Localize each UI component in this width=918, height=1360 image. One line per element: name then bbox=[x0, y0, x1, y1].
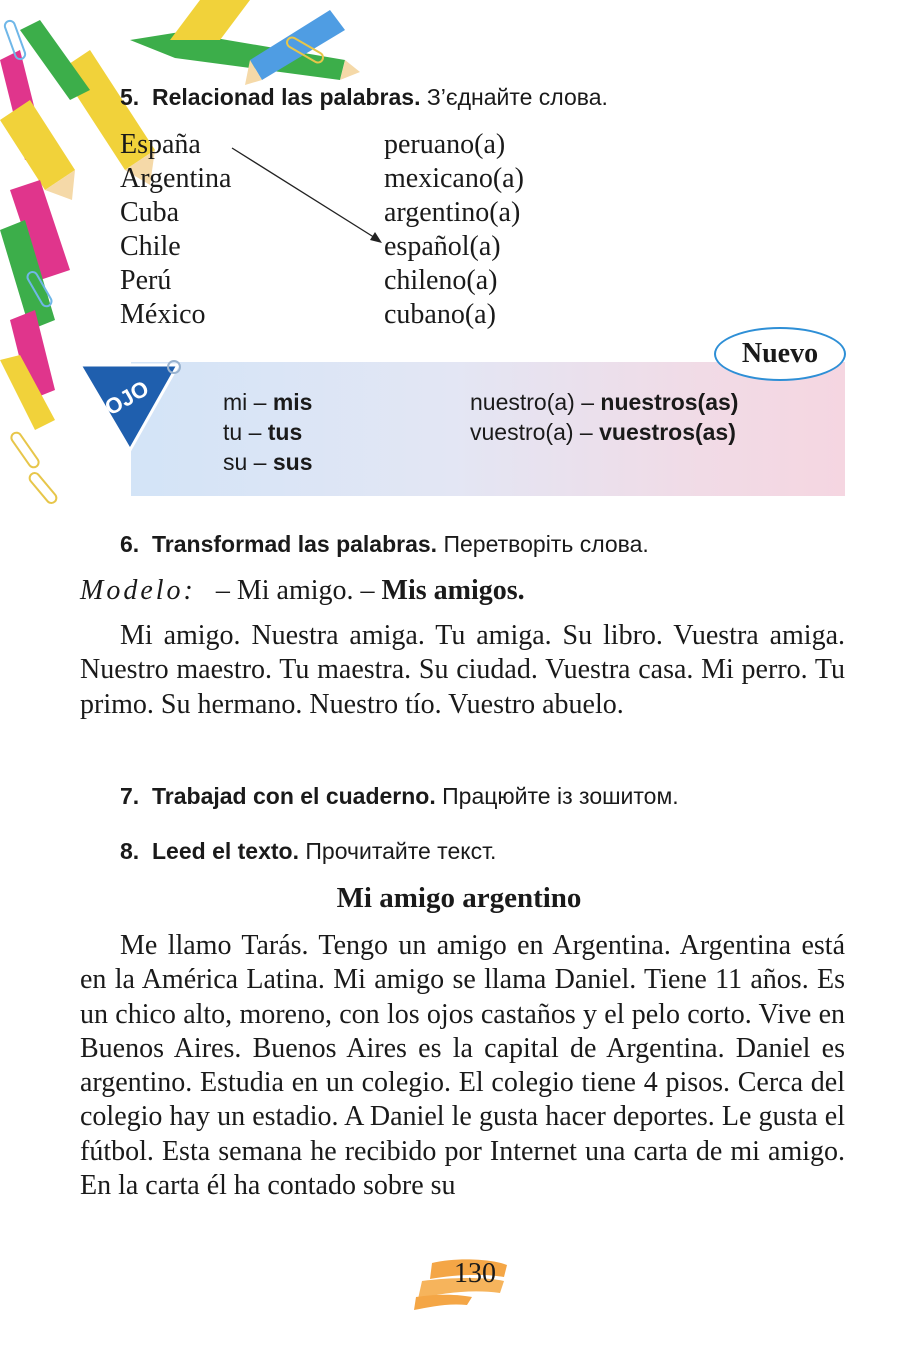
exercise-5-heading bbox=[120, 84, 608, 111]
page-number: 130 bbox=[454, 1258, 496, 1289]
country-item: Perú bbox=[120, 265, 172, 296]
country-item: México bbox=[120, 299, 206, 330]
possessive-pair: vuestro(a) – vuestros(as) bbox=[470, 419, 736, 445]
countries-column bbox=[120, 128, 231, 332]
possessive-pair: mi – mis bbox=[223, 389, 313, 415]
country-item: Argentina bbox=[120, 163, 232, 194]
possessive-pair: su – sus bbox=[223, 449, 313, 475]
reading-text: Me llamo Tarás. Tengo un amigo en Argentina. Argentina está en la América Latina. Mi amigo se llama Daniel. Tiene 11 años. Es un chico alto, moreno, con los ojos castaños y el pelo corto. Vive en Buenos Aires. Buenos Aires es la capital de Argentina. Daniel es argentino. Estudia en un colegio. El colegio tiene 4 pisos. Cerca del colegio hay un estadio. A Daniel le gusta hacer deportes. Le gusta el fútbol. Esta semana he recibido por Internet una carta de mi amigo. En la carta él ha contado sobre su bbox=[80, 930, 845, 1202]
nationality-item: peruano(a) bbox=[384, 129, 506, 160]
exercise-title-es: Transformad las palabras. bbox=[152, 531, 438, 557]
exercise-title-uk: Перетворіть слова. bbox=[443, 531, 649, 557]
exercise-title-uk: З’єднайте слова. bbox=[426, 84, 608, 110]
nationality-item: español(a) bbox=[384, 231, 501, 262]
exercise-6-text: Mi amigo. Nuestra amiga. Tu amiga. Su libro. Vuestra amiga. Nuestro maestro. Tu maestra. Su ciudad. Vuestra casa. Mi perro. Tu primo. Su hermano. Nuestro tío. Vuestro abuelo. bbox=[80, 620, 845, 720]
nationality-item: cubano(a) bbox=[384, 299, 496, 330]
exercise-6-heading bbox=[120, 531, 649, 558]
exercise-title-uk: Працюйте із зошитом. bbox=[442, 783, 679, 809]
exercise-title-es: Relacionad las palabras. bbox=[152, 84, 421, 110]
possessive-pair: nuestro(a) – nuestros(as) bbox=[470, 389, 739, 415]
exercise-title-uk: Прочитайте текст. bbox=[305, 838, 497, 864]
exercise-8-heading bbox=[120, 838, 496, 865]
model-bold: Mis amigos. bbox=[381, 575, 525, 606]
model-example bbox=[80, 575, 525, 607]
exercise-title-es: Trabajad con el cuaderno. bbox=[152, 783, 436, 809]
nationalities-column bbox=[384, 128, 524, 332]
exercise-number: 8. bbox=[120, 838, 140, 864]
model-label: Modelo: bbox=[80, 575, 196, 606]
match-arrow bbox=[232, 148, 380, 241]
nationality-item: chileno(a) bbox=[384, 265, 498, 296]
country-item: Cuba bbox=[120, 197, 180, 228]
nuevo-badge: Nuevo bbox=[714, 327, 846, 381]
pencil-icon bbox=[170, 0, 250, 40]
nationality-item: mexicano(a) bbox=[384, 163, 524, 194]
possessive-list-left bbox=[223, 387, 313, 477]
exercise-number: 6. bbox=[120, 531, 140, 557]
ojo-badge bbox=[78, 355, 188, 455]
exercise-7-heading bbox=[120, 783, 679, 810]
nationality-item: argentino(a) bbox=[384, 197, 521, 228]
possessive-list-right bbox=[470, 387, 738, 447]
exercise-title-es: Leed el texto. bbox=[152, 838, 299, 864]
country-item: España bbox=[120, 129, 201, 160]
model-plain: – Mi amigo. – bbox=[215, 575, 375, 606]
possessive-pair: tu – tus bbox=[223, 419, 303, 445]
country-item: Chile bbox=[120, 231, 181, 262]
ojo-label: OJO bbox=[100, 375, 154, 421]
reading-title: Mi amigo argentino bbox=[336, 882, 582, 914]
exercise-number: 5. bbox=[120, 84, 140, 110]
exercise-number: 7. bbox=[120, 783, 140, 809]
